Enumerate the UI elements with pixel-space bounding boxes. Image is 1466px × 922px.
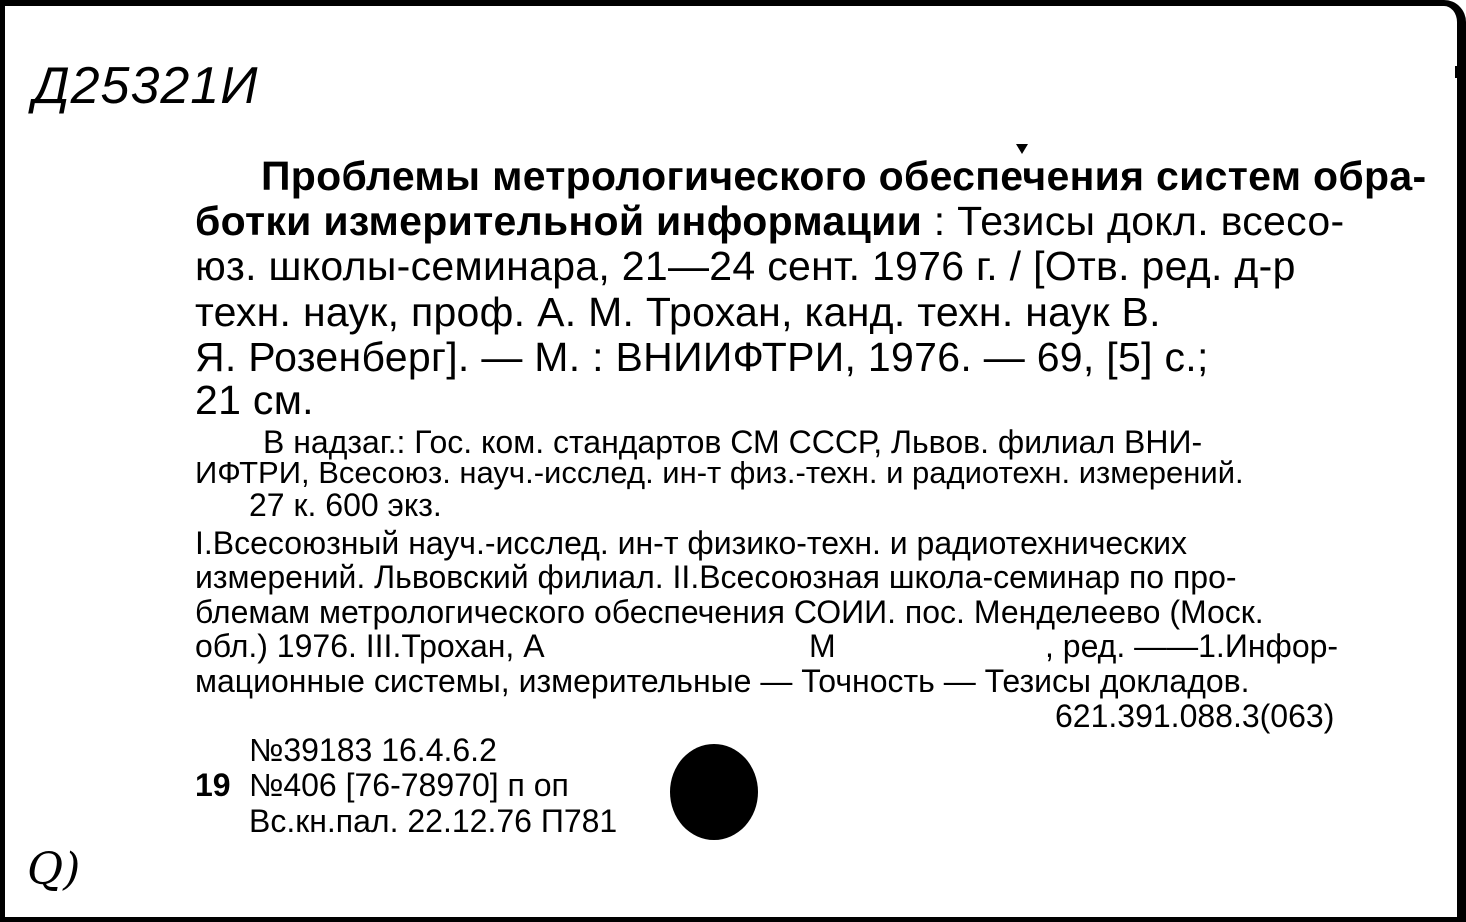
note-line-2: ИФТРИ, Всесоюз. науч.-исслед. ин-т физ.-техн. и радиотехн. измерений. — [195, 455, 1244, 490]
note-line-1: В надзаг.: Гос. ком. стандартов СМ СССР, Львов. филиал ВНИ- — [263, 424, 1203, 460]
title-line-2: ботки измерительной информации : Тезисы докл. всесо- — [195, 198, 1345, 244]
tracing-line-1: I.Всесоюзный науч.-исслед. ин-т физико-техн. и радиотехнических — [195, 525, 1188, 561]
body-line-5: Я. Розенберг]. — М. : ВНИИФТРИ, 1976. — 69, [5] с.; — [195, 334, 1209, 380]
order-number: №406 [76-78970] п оп — [249, 767, 569, 803]
registration-number: №39183 16.4.6.2 — [249, 732, 497, 768]
shelfmark: Д25321И — [33, 57, 259, 115]
edge-mark — [1455, 66, 1458, 78]
body-line-6: 21 см. — [195, 377, 314, 423]
chamber-stamp: Вс.кн.пал. 22.12.76 П781 — [249, 803, 618, 839]
copies-line: 27 к. 600 экз. — [249, 487, 442, 523]
title-line-1: Проблемы метрологического обеспечения систем обра- — [261, 153, 1427, 199]
corner-handwriting: Q) — [27, 844, 81, 895]
tracing-line-4c: , ред. ——1.Инфор- — [1045, 628, 1339, 664]
body-line-3: юз. школы-семинара, 21—24 сент. 1976 г. / [Отв. ред. д-р — [195, 243, 1296, 289]
year-prefix: 19 — [195, 767, 231, 803]
tracing-line-4a: обл.) 1976. III.Трохан, А — [195, 628, 545, 664]
tracing-line-3: блемам метрологического обеспечения СОИИ. пос. Менделеево (Моск. — [195, 594, 1264, 630]
tracing-line-4b: М — [809, 628, 836, 664]
udc-code: 621.391.088.3(063) — [1055, 698, 1335, 734]
body-line-4: техн. наук, проф. А. М. Трохан, канд. техн. наук В. — [195, 289, 1161, 335]
punch-dot — [670, 744, 758, 840]
tracing-line-5: мационные системы, измерительные — Точность — Тезисы докладов. — [195, 663, 1250, 699]
tracing-line-2: измерений. Львовский филиал. II.Всесоюзная школа-семинар по про- — [195, 559, 1237, 595]
